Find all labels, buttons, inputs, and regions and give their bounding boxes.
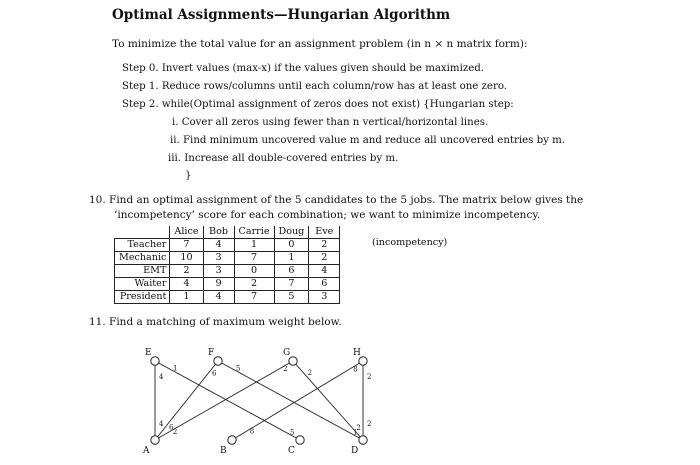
graph-node-label: G [283, 348, 291, 358]
graph-node-label: C [288, 446, 295, 456]
matrix-cell: 10 [170, 252, 203, 265]
row-label: EMT [115, 265, 170, 278]
graph-node-A [151, 436, 159, 444]
graph-edges [155, 361, 363, 440]
matrix-cell: 2 [170, 265, 203, 278]
column-header-bob: Bob [203, 226, 234, 239]
edge-weight-label: 6 [168, 423, 174, 432]
graph-node-F [214, 357, 222, 365]
matrix-cell: 7 [234, 291, 274, 304]
edge-weight-label: 2 [367, 373, 372, 381]
graph-node-label: D [351, 446, 359, 456]
step-0: Step 0. Invert values (max-x) if the values given should be maximized. [122, 63, 485, 74]
problem-10-line-2: ‘incompetency’ score for each combination; we want to minimize incompetency. [114, 209, 541, 221]
edge-weight-label: 2 [307, 368, 313, 377]
matrix-cell: 3 [203, 252, 234, 265]
matrix-cell: 6 [274, 265, 309, 278]
edge-weight-label: 4 [159, 420, 164, 428]
column-header-eve: Eve [309, 226, 340, 239]
problem-10-line-1: 10. Find an optimal assignment of the 5 candidates to the 5 jobs. The matrix below gives the [89, 194, 584, 206]
matrix-cell: 2 [309, 239, 340, 252]
graph-node-D [359, 436, 367, 444]
matrix-cell: 4 [203, 291, 234, 304]
graph-node-label: B [220, 446, 227, 456]
graph-node-C [296, 436, 304, 444]
graph-node-H [359, 357, 367, 365]
matrix-cell: 7 [170, 239, 203, 252]
edge-weight-label: 6 [212, 369, 217, 378]
graph-node-label: H [353, 348, 361, 358]
graph-node-B [228, 436, 236, 444]
closing-brace: } [185, 170, 192, 181]
edge-weight-label: 1 [173, 364, 178, 373]
edge-weight-label: 2 [172, 428, 178, 437]
step-2: Step 2. while(Optimal assignment of zeros does not exist) {Hungarian step: [122, 99, 514, 110]
graph-node-label: A [143, 446, 150, 456]
matrix-cell: 5 [274, 291, 309, 304]
substep-i: i. Cover all zeros using fewer than n vertical/horizontal lines. [172, 117, 489, 128]
intro-text: To minimize the total value for an assignment problem (in n × n matrix form): [112, 38, 528, 50]
edge-weight-label: 2 [283, 364, 288, 373]
column-header-carrie: Carrie [234, 226, 274, 239]
column-header-doug: Doug [274, 226, 309, 239]
matrix-cell: 0 [274, 239, 309, 252]
page-title: Optimal Assignments—Hungarian Algorithm [112, 7, 451, 23]
column-header-alice: Alice [170, 226, 203, 239]
graph-node-label: E [145, 348, 152, 358]
matrix-cell: 4 [309, 265, 340, 278]
edge-weight-label: 2 [356, 424, 361, 433]
row-label: Waiter [115, 278, 170, 291]
edge-weight-label: 1 [352, 428, 358, 437]
matrix-cell: 4 [170, 278, 203, 291]
problem-11: 11. Find a matching of maximum weight below. [89, 316, 342, 328]
row-label: Mechanic [115, 252, 170, 265]
step-1: Step 1. Reduce rows/columns until each column/row has at least one zero. [122, 81, 508, 92]
matrix-cell: 7 [234, 252, 274, 265]
row-label: President [115, 291, 170, 304]
edge-weight-label: 4 [159, 373, 164, 381]
graph-node-label: F [208, 348, 215, 358]
matrix-cell: 3 [309, 291, 340, 304]
matrix-cell: 2 [309, 252, 340, 265]
matrix-cell: 6 [309, 278, 340, 291]
graph-node-G [289, 357, 297, 365]
graph-node-E [151, 357, 159, 365]
substep-iii: iii. Increase all double-covered entries by m. [168, 153, 399, 164]
edge-weight-label: 8 [249, 427, 255, 436]
matrix-cell: 1 [274, 252, 309, 265]
graph-edge-F-A [155, 361, 218, 440]
matrix-cell: 1 [234, 239, 274, 252]
matrix-cell: 9 [203, 278, 234, 291]
matrix-note: (incompetency) [372, 237, 448, 248]
edge-weight-label: 8 [353, 365, 358, 374]
edge-weight-label: 5 [289, 428, 295, 437]
matrix-cell: 1 [170, 291, 203, 304]
edge-weight-label: 5 [236, 364, 241, 373]
edge-weight-label: 2 [367, 420, 372, 428]
matrix-cell: 2 [234, 278, 274, 291]
matrix-cell: 3 [203, 265, 234, 278]
matrix-cell: 4 [203, 239, 234, 252]
substep-ii: ii. Find minimum uncovered value m and reduce all uncovered entries by m. [170, 135, 566, 146]
row-label: Teacher [115, 239, 170, 252]
matrix-cell: 7 [274, 278, 309, 291]
matrix-cell: 0 [234, 265, 274, 278]
